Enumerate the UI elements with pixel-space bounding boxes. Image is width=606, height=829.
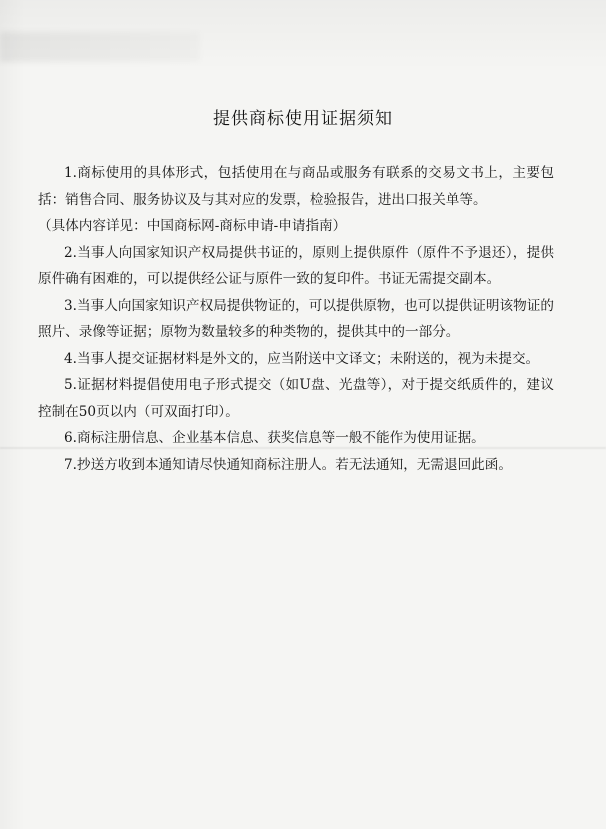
- document-title: 提供商标使用证据须知: [213, 109, 393, 129]
- paragraph-7: 7.抄送方收到本通知请尽快通知商标注册人。若无法通知，无需退回此函。: [64, 456, 512, 473]
- paragraph-2: 2.当事人向国家知识产权局提供书证的，原则上提供原件（原件不予退还），提供原件确有困难的，可以提供经公证与原件一致的复印件。书证无需提交副本。: [38, 244, 554, 287]
- paragraph-5: 5.证据材料提倡使用电子形式提交（如U盘、光盘等），对于提交纸质件的，建议控制在50页以内（可双面打印）。: [38, 377, 554, 420]
- paragraph-3: 3.当事人向国家知识产权局提供物证的，可以提供原物，也可以提供证明该物证的照片、录像等证据；原物为数量较多的种类物的，提供其中的一部分。: [38, 297, 554, 340]
- paragraph-1: 1.商标使用的具体形式，包括使用在与商品或服务有联系的交易文书上，主要包括：销售合同、服务协议及与其对应的发票，检验报告，进出口报关单等。: [38, 165, 554, 208]
- paragraph-1-note: （具体内容详见：中国商标网-商标申请-申请指南）: [38, 218, 347, 234]
- document-body: [38, 160, 554, 478]
- bleed-through-shadow: [0, 32, 200, 62]
- paragraph-6: 6.商标注册信息、企业基本信息、获奖信息等一般不能作为使用证据。: [64, 430, 485, 446]
- paragraph-4: 4.当事人提交证据材料是外文的，应当附送中文译文；未附送的，视为未提交。: [64, 350, 540, 367]
